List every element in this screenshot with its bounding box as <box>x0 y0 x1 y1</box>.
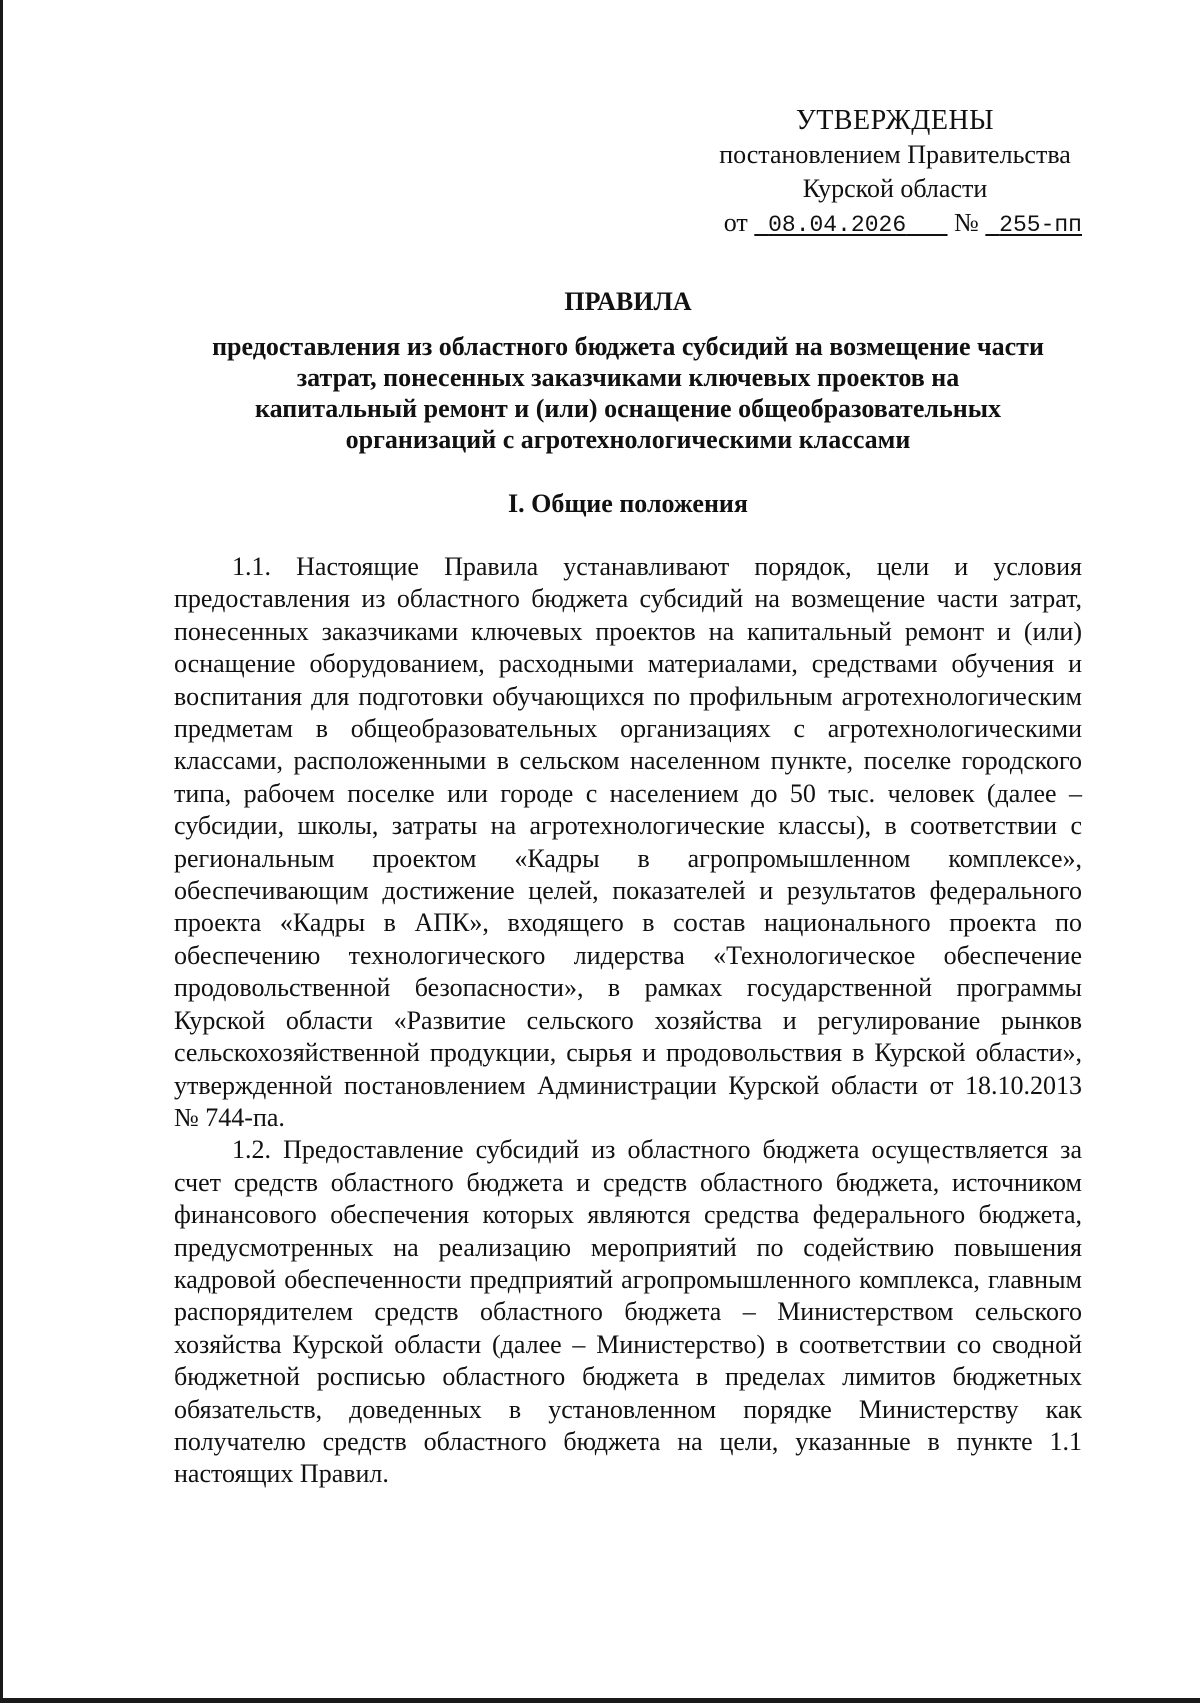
approval-number-value: 255-пп <box>999 212 1082 238</box>
title-subtitle-line-3: капитальный ремонт и (или) оснащение общеобразовательных <box>255 394 1001 423</box>
approval-line-2: Курской области <box>802 174 988 203</box>
approval-date-value: 08.04.2026 <box>768 212 907 238</box>
document-title <box>174 286 1082 455</box>
approval-dateline <box>700 206 1090 242</box>
scan-edge-bottom <box>0 1698 1200 1703</box>
title-subtitle-line-1: предоставления из областного бюджета субсидий на возмещение части <box>212 332 1044 361</box>
scan-edge-left <box>0 0 3 1703</box>
approval-date <box>754 212 947 238</box>
approval-number <box>985 212 1082 238</box>
approved-label: УТВЕРЖДЕНЫ <box>795 105 995 136</box>
title-subtitle-line-4: организаций с агротехнологическими классами <box>345 425 911 454</box>
paragraph-1-2: 1.2. Предоставление субсидий из областного бюджета осуществляется за счет средств областного бюджета и средств областного бюджета, источником финансового обеспечения которых являются средства федерального бюджета, предусмотренных на реализацию мероприятий по содействию повышения кадровой обеспеченности предприятий агропромышленного комплекса, главным распорядителем средств областного бюджета – Министерством сельского хозяйства Курской области (далее – Министерство) в соответствии со сводной бюджетной росписью областного бюджета в пределах лимитов бюджетных обязательств, доведенных в установленном порядке Министерству как получателю средств областного бюджета на цели, указанные в пункте 1.1 настоящих Правил. <box>174 1135 1082 1489</box>
section-heading: I. Общие положения <box>508 489 748 518</box>
approval-block <box>700 104 1090 242</box>
paragraph-1-1: 1.1. Настоящие Правила устанавливают порядок, цели и условия предоставления из областного бюджета субсидий на возмещение части затрат, понесенных заказчиками ключевых проектов на капитальный ремонт и (или) оснащение оборудованием, расходными материалами, средствами обучения и воспитания для подготовки обучающихся по профильным агротехнологическим предметам в общеобразовательных организациях с агротехнологическими классами, расположенными в сельском населенном пункте, поселке городского типа, рабочем поселке или городе с населением до 50 тыс. человек (далее – субсидии, школы, затраты на агротехнологические классы), в соответствии с региональным проектом «Кадры в агропромышленном комплексе», обеспечивающим достижение целей, показателей и результатов федерального проекта «Кадры в АПК», входящего в состав национального проекта по обеспечению технологического лидерства «Технологическое обеспечение продовольственной безопасности», в рамках государственной программы Курской области «Развитие сельского хозяйства и регулирование рынков сельскохозяйственной продукции, сырья и продовольствия в Курской области», утвержденной постановлением Администрации Курской области от 18.10.2013 № 744-па. <box>174 552 1082 1132</box>
approval-line-1: постановлением Правительства <box>719 140 1071 169</box>
number-sign: № <box>954 208 979 237</box>
title-main: ПРАВИЛА <box>564 287 692 316</box>
body-text <box>174 551 1082 1491</box>
date-prefix: от <box>723 208 748 237</box>
title-subtitle-line-2: затрат, понесенных заказчиками ключевых проектов на <box>296 363 960 392</box>
